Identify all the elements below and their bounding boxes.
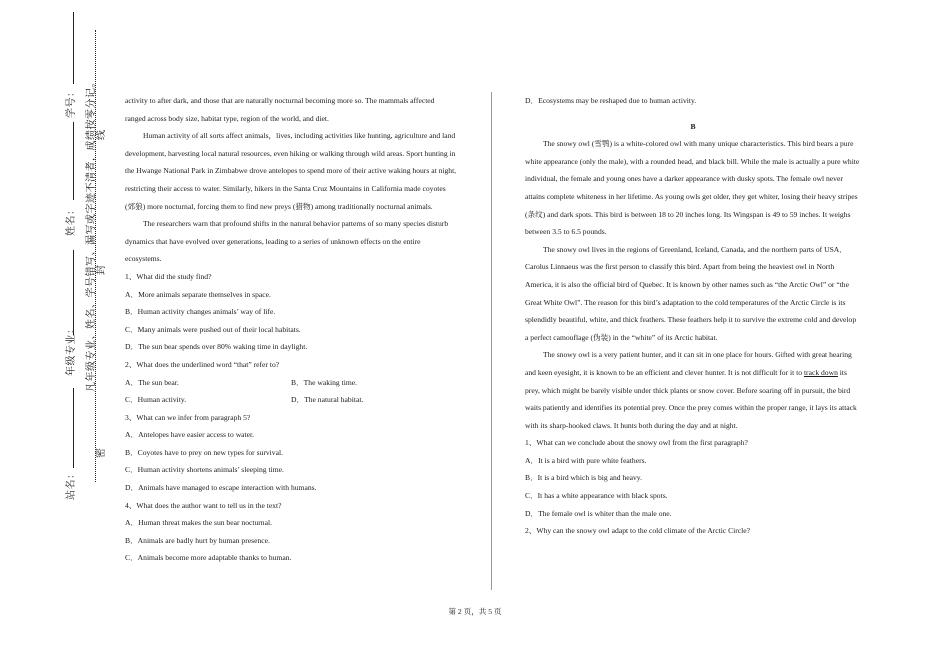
left-column xyxy=(125,92,457,567)
column-divider xyxy=(491,92,492,590)
option: A．The sun bear. xyxy=(125,377,179,387)
page-number: 第 2 页，共 5 页 xyxy=(448,607,502,616)
cut-label-seal: 封 xyxy=(96,264,107,275)
option-row xyxy=(125,391,457,409)
student-id-line xyxy=(73,12,74,84)
cut-label-dense: 密 xyxy=(96,447,107,458)
option: A．More animals separate themselves in space. xyxy=(125,289,271,299)
option: D．The female owl is whiter than the male one. xyxy=(525,508,672,518)
name-line xyxy=(73,122,74,200)
paragraph: The researchers warn that profound shifts in the natural behavior patterns of so many species disturb dynamics that have evolved over generations, leading to a series of unknown effects on the entire ecosystems. xyxy=(125,219,449,264)
option: C．Human activity shortens animals’ sleeping time. xyxy=(125,465,284,475)
option: B．Animals are badly hurt by human presence. xyxy=(125,535,270,545)
option: A．Antelopes have easier access to water. xyxy=(125,430,255,440)
grade-major-line xyxy=(73,250,74,335)
text-run: The snowy owl is a very patient hunter, and it can sit in one place for hours. Gifted with great hearing and keen eyesight, it is known to be an efficient and clever hunter. It is not difficult for it to xyxy=(525,350,852,377)
student-id-label: 学号： xyxy=(66,86,77,118)
section-heading: B xyxy=(690,121,696,131)
campus-line xyxy=(73,388,74,468)
option: A．It is a bird with pure white feathers. xyxy=(525,455,647,465)
option: C．Many animals were pushed out of their local habitats. xyxy=(125,324,301,334)
right-column xyxy=(525,92,861,540)
question-2: 2、What does the underlined word “that” refer to? xyxy=(125,359,280,369)
option: B．The waking time. xyxy=(291,377,358,387)
option: C．Animals become more adaptable thanks to human. xyxy=(125,553,292,563)
paragraph xyxy=(525,346,861,434)
paragraph: The snowy owl lives in the regions of Greenland, Iceland, Canada, and the northern parts of USA． Carolus Linnaeus was the first person to classify this bird. Apart from being the heaviest owl in North America, it is also the official bird of Quebec. It is known by other names such as “the Arctic Owl” or “the Great White Owl”. The reason for this bird’s adaptation to the cold temperatures of the Arctic Circle is its splendidly beautiful, white, and thick feathers. These feathers help it to survive the extreme cold and develop a perfect camouflage (伪装) in the “white” of its Arctic habitat. xyxy=(525,244,857,342)
option: B．Coyotes have to prey on new types for survival. xyxy=(125,447,283,457)
option: C．It has a white appearance with black spots. xyxy=(525,491,668,501)
underlined-phrase: track down xyxy=(803,367,838,377)
question-4: 4、What does the author want to tell us in the text? xyxy=(125,500,282,510)
cut-label-line: 线 xyxy=(96,129,107,140)
paragraph: Human activity of all sorts affect animals，lives, including activities like hunting, agriculture and land development, harvesting local natural resources, even hiking or walking through wild areas. Sport hunting in the Hwange National Park in Zimbabwe drove antelopes to spend more of their active waking hours at night, restricting their access to water. Similarly, hikers in the Santa Cruz Mountains in California made coyotes (郊狼) more nocturnal, forcing them to find new preys (猎物) among traditionally nocturnal animals. xyxy=(125,131,457,211)
name-label: 姓名： xyxy=(66,204,77,236)
option: D．Animals have managed to escape interaction with humans. xyxy=(125,483,317,493)
exam-notice: 凡年级专业、姓名、学号错写、漏写或字迹不清者，成绩按零分记。 xyxy=(86,77,97,392)
binding-margin xyxy=(0,0,110,672)
question-3: 3、What can we infer from paragraph 5? xyxy=(125,412,251,422)
option: A．Human threat makes the sun bear nocturnal. xyxy=(125,518,272,528)
paragraph: The snowy owl (雪鹗) is a white-colored owl with many unique characteristics. This bird bears a pure white appearance (only the male), with a rounded head, and black bill. While the male is actually a pure white individual, the female and young ones have a darker appearance with dusky spots. The female owl never attains complete whiteness in her lifetime. As young owls get older, they get whiter, losing their heavy stripes (条纹) and dark spots. This bird is between 18 to 20 inches long. Its Wingspan is 49 to 59 inches. It weighs between 3.5 to 6.5 pounds. xyxy=(525,139,860,237)
option: B．It is a bird which is big and heavy. xyxy=(525,473,642,483)
cut-dotted-line xyxy=(95,30,96,482)
option: D．The natural habitat. xyxy=(291,395,364,405)
option: B．Human activity changes animals’ way of life. xyxy=(125,307,276,317)
option-row xyxy=(125,374,457,392)
option: D．Ecosystems may be reshaped due to human activity. xyxy=(525,96,697,105)
option: C．Human activity. xyxy=(125,395,187,405)
question-1: 1、What can we conclude about the snowy owl from the first paragraph? xyxy=(525,438,748,448)
question-2: 2、Why can the snowy owl adapt to the cold climate of the Arctic Circle? xyxy=(525,526,750,536)
campus-label: 站名： xyxy=(66,468,77,500)
option: D．The sun bear spends over 80% waking time in daylight. xyxy=(125,342,308,352)
question-1: 1、What did the study find? xyxy=(125,271,212,281)
grade-major-label: 年级专业： xyxy=(66,323,77,376)
paragraph: activity to after dark, and those that are naturally nocturnal becoming more so. The mammals affected ranged across body size, habitat type, region of the world, and diet. xyxy=(125,96,435,123)
text-run: its prey, which might be barely visible under thick plants or snow cover. Before soaring off in pursuit, the bird waits patiently and identifies its potential prey. Once the prey comes within the proper range, it lays its attack with its sharp-hooked claws. It hunts both during the day and at night. xyxy=(525,367,857,430)
